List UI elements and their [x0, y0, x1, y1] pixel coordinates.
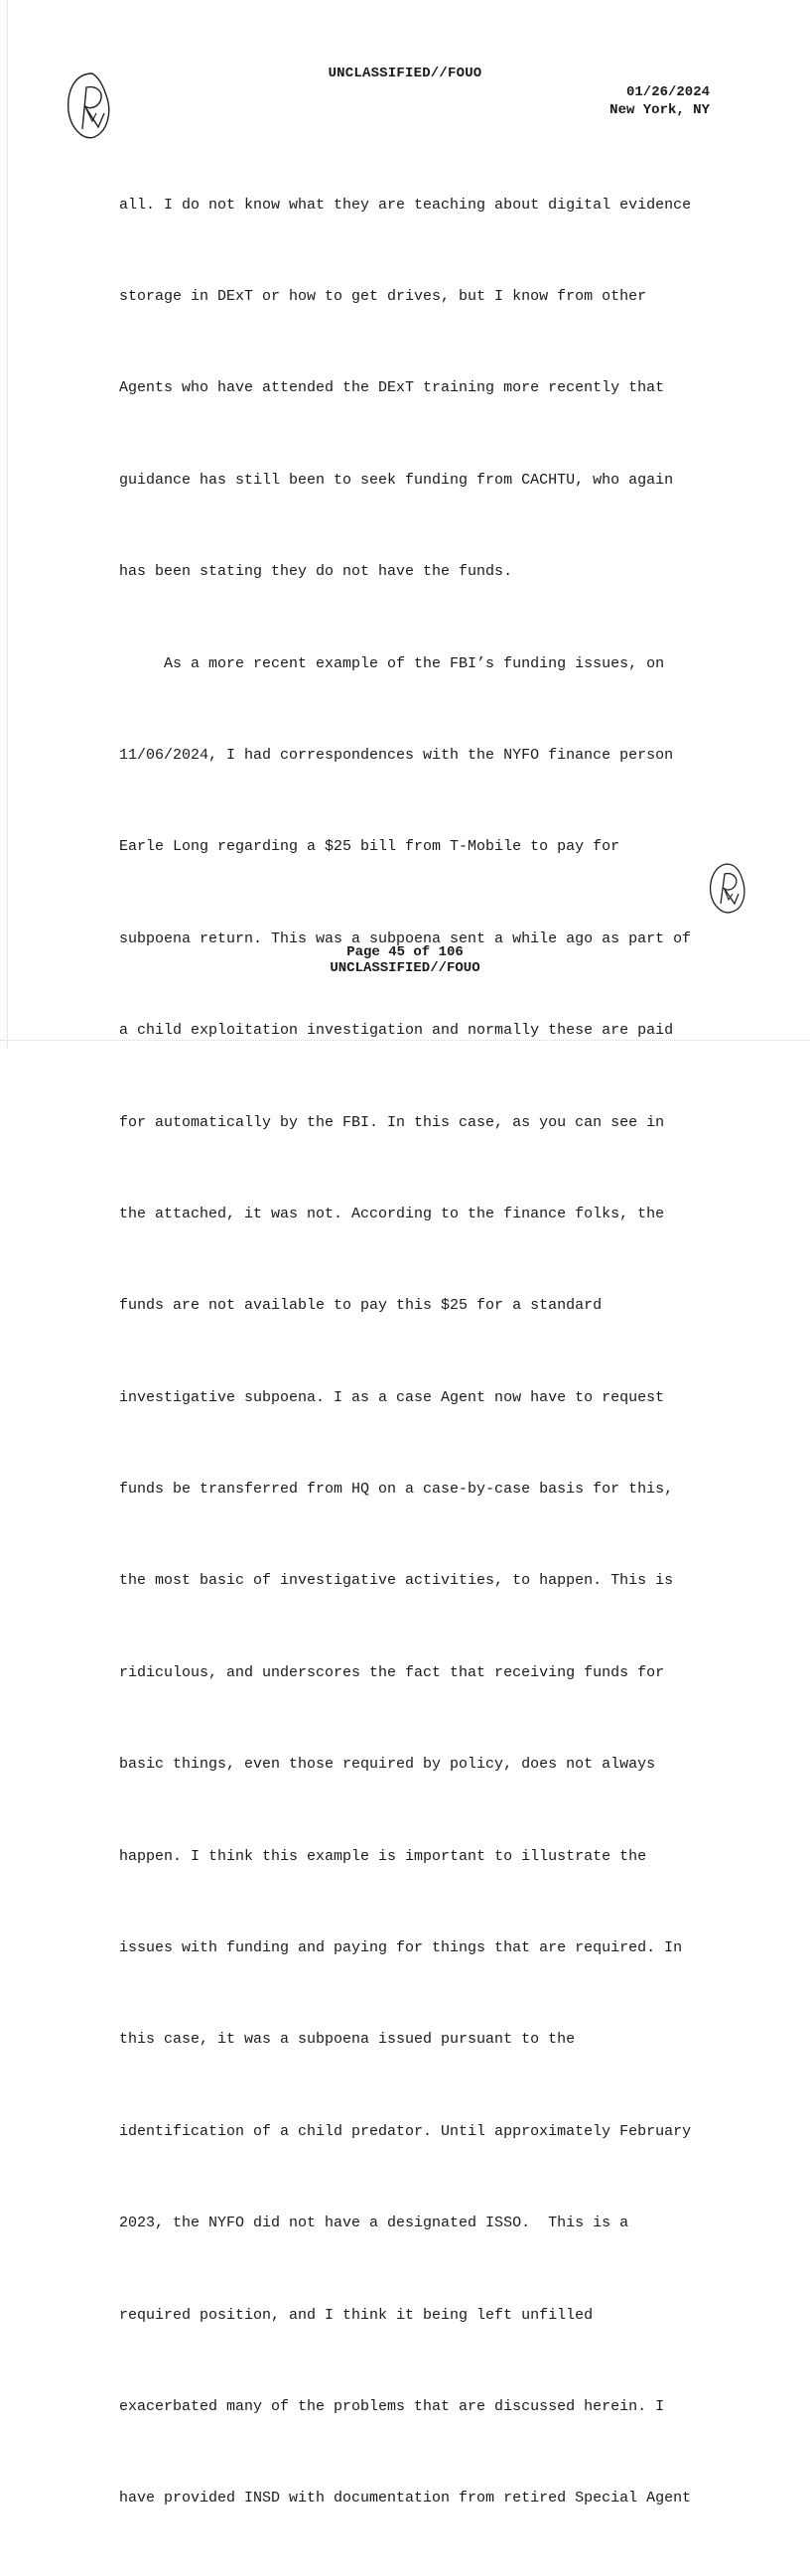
body-line: ridiculous, and underscores the fact that receiving funds for — [119, 1663, 665, 1681]
body-line: this case, it was a subpoena issued pursuant to the — [119, 2031, 576, 2049]
body-line: the most basic of investigative activities, to happen. This is — [119, 1572, 674, 1590]
scan-left-edge — [7, 0, 8, 1049]
date-location-block — [609, 83, 710, 119]
body-line: 11/06/2024, I had correspondences with the NYFO finance person — [119, 746, 674, 764]
page-footer — [0, 944, 810, 976]
body-line: identification of a child predator. Until approximately February — [119, 2122, 692, 2140]
body-line: funds are not available to pay this $25 for a standard — [119, 1297, 603, 1315]
body-line: issues with funding and paying for things that are required. In — [119, 1939, 683, 1957]
body-line: required position, and I think it being left unfilled — [119, 2306, 594, 2324]
body-line: exacerbated many of the problems that are discussed herein. I — [119, 2397, 665, 2415]
page-number: Page 45 of 106 — [346, 944, 464, 960]
handwritten-initials-icon — [63, 70, 114, 145]
body-line: a child exploitation investigation and normally these are paid — [119, 1022, 674, 1040]
body-line: has been stating they do not have the funds. — [119, 563, 513, 581]
body-line: basic things, even those required by policy, does not always — [119, 1756, 656, 1774]
header-classification: UNCLASSIFIED//FOUO — [328, 66, 482, 81]
body-line: storage in DExT or how to get drives, but I know from other — [119, 287, 647, 305]
body-line: Earle Long regarding a $25 bill from T-Mobile to pay for — [119, 838, 620, 856]
body-line: for automatically by the FBI. In this case, as you can see in — [119, 1113, 665, 1131]
body-text — [119, 129, 715, 2576]
body-line: guidance has still been to seek funding from CACHTU, who again — [119, 471, 674, 489]
document-location: New York, NY — [609, 102, 710, 118]
body-line: funds be transferred from HQ on a case-by-case basis for this, — [119, 1481, 674, 1499]
body-line: Agents who have attended the DExT training more recently that — [119, 379, 665, 397]
body-line: the attached, it was not. According to the finance folks, the — [119, 1205, 665, 1222]
body-line: all. I do not know what they are teaching about digital evidence — [119, 196, 692, 214]
body-line: have provided INSD with documentation from retired Special Agent — [119, 2490, 692, 2507]
body-line: As a more recent example of the FBI’s funding issues, on — [119, 654, 665, 672]
footer-classification: UNCLASSIFIED//FOUO — [330, 960, 480, 976]
body-line: happen. I think this example is important to illustrate the — [119, 1847, 647, 1865]
body-line: subpoena return. This was a subpoena sent a while ago as part of — [119, 930, 692, 947]
handwritten-initials-icon — [707, 858, 748, 920]
body-line: investigative subpoena. I as a case Agent now have to request — [119, 1388, 665, 1406]
document-date: 01/26/2024 — [625, 84, 710, 100]
body-line: 2023, the NYFO did not have a designated ISSO. This is a — [119, 2215, 629, 2232]
